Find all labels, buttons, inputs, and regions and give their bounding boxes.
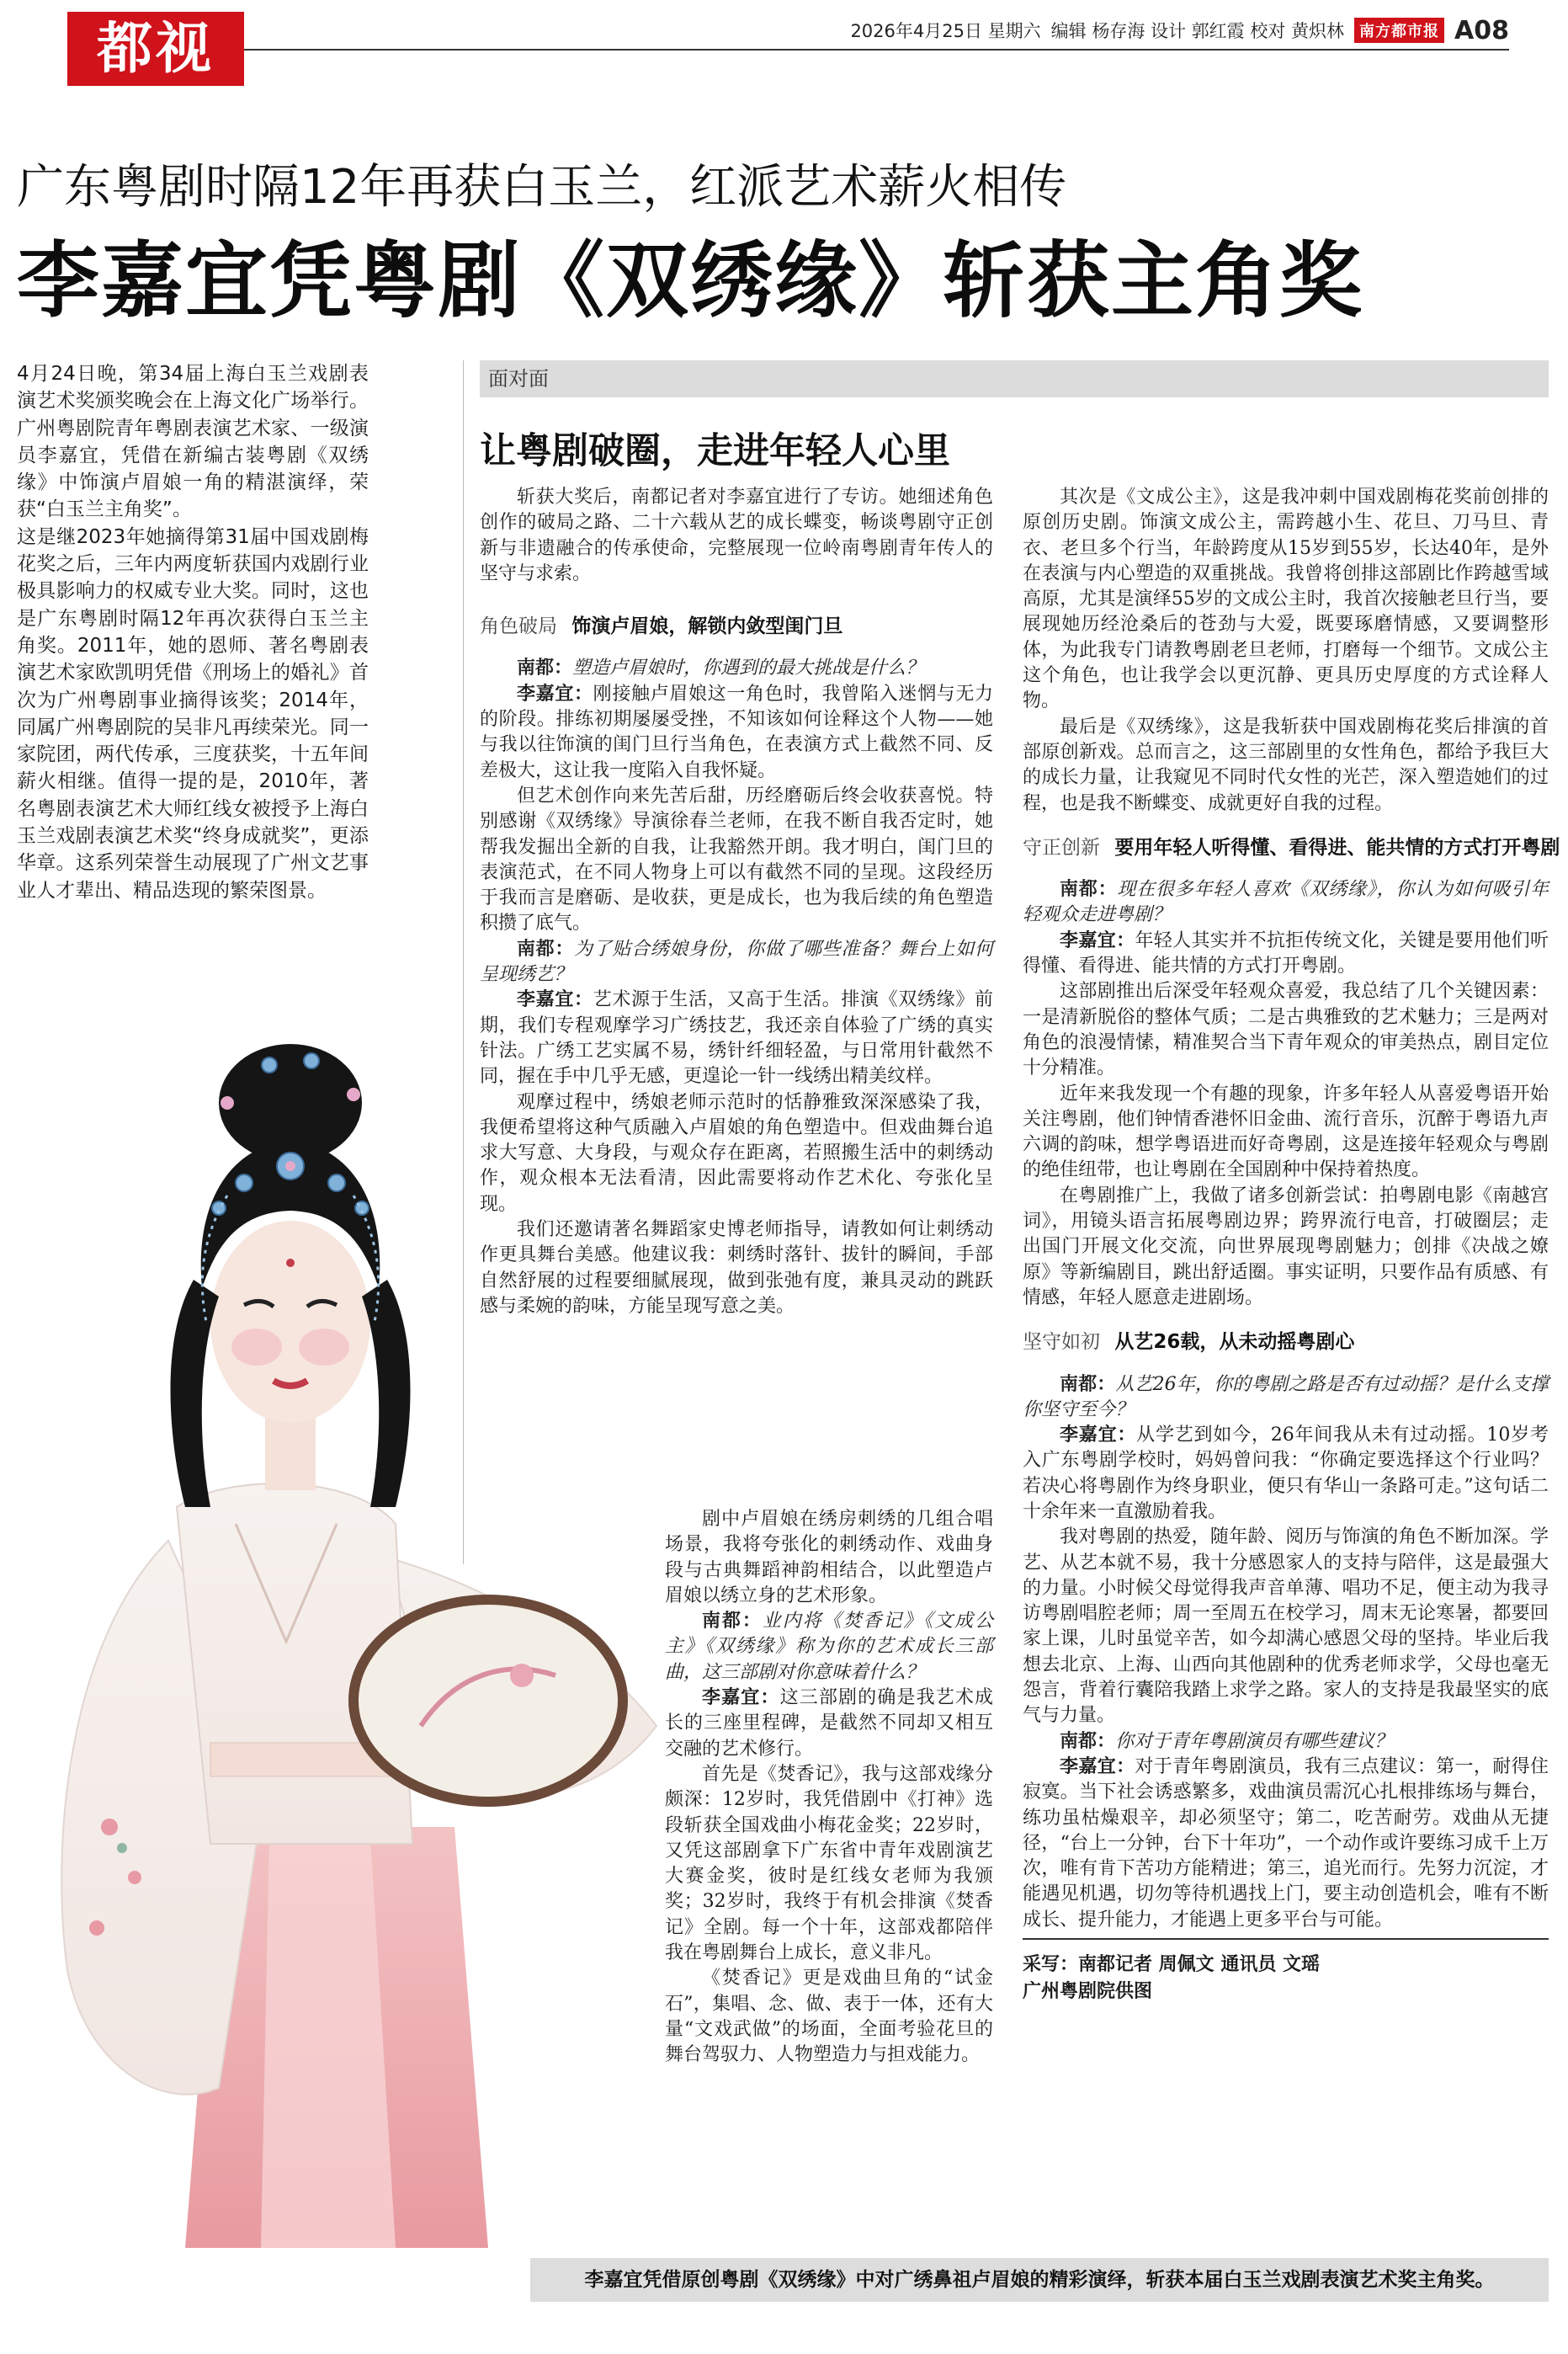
- answer-paragraph: 首先是《焚香记》，我与这部戏缘分颇深：12岁时，我凭借剧中《打神》选段斩获全国戏曲小梅花金奖；22岁时，又凭这部剧拿下广东省中青年戏剧演艺大赛金奖，彼时是红线女老师为我颁奖；32岁时，我终于有机会排演《焚香记》全剧。每一个十年，这部戏都陪伴我在粤剧舞台上成长，意义非凡。: [665, 1763, 993, 1964]
- answer-paragraph: 剧中卢眉娘在绣房刺绣的几组合唱场景，我将夸张化的刺绣动作、戏曲身段与古典舞蹈神韵相结合，以此塑造卢眉娘以绣立身的艺术形象。: [665, 1509, 993, 1606]
- answer: 李嘉宜：这三部剧的确是我艺术成长的三座里程碑，是截然不同却又相互交融的艺术修行。: [665, 1687, 993, 1760]
- interview-column-2: [1023, 485, 1560, 2005]
- staff-credits: 编辑 杨存海 设计 郭红霞 校对 黄炽林: [1050, 21, 1345, 41]
- question: 南都：你对于青年粤剧演员有哪些建议？: [1060, 1730, 1394, 1752]
- question: 南都：为了贴合绣娘身份，你做了哪些准备？舞台上如何呈现绣艺？: [480, 938, 993, 986]
- page-number: A08: [1454, 15, 1509, 45]
- answer: 李嘉宜：对于青年粤剧演员，我有三点建议：第一，耐得住寂寞。当下社会诱惑繁多，戏曲演员需沉心扎根排练场与舞台，练功虽枯燥艰辛，却必须坚守；第二，吃苦耐劳。戏曲从无捷径，“台上一分钟，台下十年功”，一个动作或许要练习成千上万次，唯有肯下苦功方能精进；第三，追光而行。先努力沉淀，才能遇见机遇，切勿等待机遇找上门，要主动创造机会，唯有不断成长、提升能力，才能遇上更多平台与可能。: [1023, 1755, 1549, 1931]
- question: 南都：业内将《焚香记》《文成公主》《双绣缘》称为你的艺术成长三部曲，这三部剧对你意味着什么？: [665, 1611, 993, 1683]
- answer-paragraph: 近年来我发现一个有趣的现象，许多年轻人从喜爱粤语开始关注粤剧，他们钟情香港怀旧金曲、流行音乐，沉醉于粤语九声六调的韵味，想学粤语进而好奇粤剧，这是连接年轻观众与粤剧的绝佳纽带，也让粤剧在全国剧种中保持着热度。: [1023, 1083, 1549, 1181]
- section-heading: [1023, 1329, 1549, 1355]
- answer-paragraph: 这部剧推出后深受年轻观众喜爱，我总结了几个关键因素：一是清新脱俗的整体气质；二是古典雅致的艺术魅力；三是两对角色的浪漫情愫，精准契合当下青年观众的审美热点，剧目定位十分精准。: [1023, 981, 1549, 1079]
- interview-title: 让粤剧破圈，走进年轻人心里: [480, 430, 950, 472]
- question: 南都：从艺26年，你的粤剧之路是否有过动摇？是什么支撑你坚守至今？: [1023, 1373, 1549, 1420]
- section-tag: 都视: [67, 12, 244, 86]
- section-title: 从艺26载，从未动摇粤剧心: [1114, 1331, 1355, 1354]
- question: 南都：现在很多年轻人喜欢《双绣缘》，你认为如何吸引年轻观众走进粤剧？: [1023, 879, 1549, 926]
- section-heading: [480, 614, 993, 639]
- header-rule: [244, 49, 1509, 51]
- answer-paragraph: 最后是《双绣缘》，这是我斩获中国戏剧梅花奖后排演的首部原创新戏。总而言之，这三部剧里的女性角色，都给予我巨大的成长力量，让我窥见不同时代女性的光芒，深入塑造她们的过程，也是我不断蝶变、成就更好自我的过程。: [1023, 716, 1549, 814]
- answer-paragraph: 在粤剧推广上，我做了诸多创新尝试：拍粤剧电影《南越宫词》，用镜头语言拓展粤剧边界；跨界流行电音，打破圈层；走出国门开展文化交流，向世界展现粤剧魅力；创排《决战之嫽原》等新编剧目，跳出舒适圈。事实证明，只要作品有质感、有情感，年轻人愿意走进剧场。: [1023, 1185, 1549, 1308]
- photo-caption: 李嘉宜凭借原创粤剧《双绣缘》中对广绣鼻祖卢眉娘的精彩演绎，斩获本届白玉兰戏剧表演艺术奖主角奖。: [530, 2258, 1549, 2302]
- answer-paragraph: 但艺术创作向来先苦后甜，历经磨砺后终会收获喜悦。特别感谢《双绣缘》导演徐春兰老师，在我不断自我否定时，她帮我发掘出全新的自我，让我豁然开朗。我才明白，闺门旦的表演范式，在不同人物身上可以有截然不同的呈现。这段经历于我而言是磨砺、是收获，更是成长，也为我后续的角色塑造积攒了底气。: [480, 785, 993, 935]
- section-tag-label: 坚守如初: [1023, 1331, 1100, 1354]
- answer-paragraph: 我们还邀请著名舞蹈家史博老师指导，请教如何让刺绣动作更具舞台美感。他建议我：刺绣时落针、拔针的瞬间，手部自然舒展的过程要细腻展现，做到张弛有度，兼具灵动的跳跃感与柔婉的韵味，方能呈现写意之美。: [480, 1219, 993, 1317]
- masthead-logo: 南方都市报: [1354, 18, 1444, 43]
- answer-paragraph: 我对粤剧的热爱，随年龄、阅历与饰演的角色不断加深。学艺、从艺本就不易，我十分感恩家人的支持与陪伴，这是最强大的力量。小时候父母觉得我声音单薄、唱功不足，便主动为我寻访粤剧唱腔老师；周一至周五在校学习，周末无论寒暑，都要回家上课，儿时虽觉辛苦，如今却满心感恩父母的坚持。毕业后我想去北京、上海、山西向其他剧种的优秀老师求学，父母也毫无怨言，背着行囊陪我踏上求学之路。家人的支持是我最坚实的底气与力量。: [1023, 1526, 1549, 1727]
- page-header: [0, 0, 1568, 84]
- article-subtitle: 广东粤剧时隔12年再获白玉兰，红派艺术薪火相传: [17, 160, 1067, 215]
- section-title: 要用年轻人听得懂、看得进、能共情的方式打开粤剧: [1114, 836, 1560, 859]
- interview-box-label: 面对面: [480, 360, 1549, 397]
- lead-text: [17, 360, 369, 904]
- section-heading: [1023, 835, 1560, 860]
- section-title: 饰演卢眉娘，解锁内敛型闺门旦: [571, 615, 843, 638]
- credits-rule: [1023, 1938, 1549, 1940]
- answer: 李嘉宜：艺术源于生活，又高于生活。排演《双绣缘》前期，我们专程观摩学习广绣技艺，我还亲自体验了广绣的真实针法。广绣工艺实属不易，绣针纤细轻盈，与日常用针截然不同，握在手中几乎无感，更遑论一针一线绣出精美纹样。: [480, 989, 993, 1088]
- lead-paragraph: 这是继2023年她摘得第31届中国戏剧梅花奖之后，三年内两度斩获国内戏剧行业极具影响力的权威专业大奖。同时，这也是广东粤剧时隔12年再次获得白玉兰主角奖。2011年，她的恩师、著名粤剧表演艺术家欧凯明凭借《刑场上的婚礼》首次为广州粤剧事业摘得该奖；2014年，同属广州粤剧院的吴非凡再续荣光。同一家院团，两代传承，三度获奖，十五年间薪火相继。值得一提的是，2010年，著名粤剧表演艺术大师红线女被授予上海白玉兰戏剧表演艺术奖“终身成就奖”，更添华章。这系列荣誉生动展现了广州文艺事业人才辈出、精品迭现的繁荣图景。: [17, 525, 369, 902]
- answer: 李嘉宜：从学艺到如今，26年间我从未有过动摇。10岁考入广东粤剧学校时，妈妈曾问我：“你确定要选择这个行业吗？若决心将粤剧作为终身职业，便只有华山一条路可走。”这句话二十余年来一直激励着我。: [1023, 1425, 1549, 1522]
- question: 南都：塑造卢眉娘时，你遇到的最大挑战是什么？: [517, 658, 925, 679]
- answer-paragraph: 其次是《文成公主》，这是我冲刺中国戏剧梅花奖前创排的原创历史剧。饰演文成公主，需跨越小生、花旦、刀马旦、青衣、老旦多个行当，年龄跨度从15岁到55岁，长达40年，是外在表演与内心塑造的双重挑战。我曾将创排这部剧比作跨越雪域高原，尤其是演绎55岁的文成公主时，我首次接触老旦行当，要展现她历经沧桑后的苍劲与大爱，既要琢磨情感，又要调整形体，为此我专门请教粤剧老旦老师，打磨每一个细节。文成公主这个角色，也让我学会以更沉静、更具历史厚度的方式诠释人物。: [1023, 487, 1549, 712]
- section-tag-label: 守正创新: [1023, 836, 1100, 859]
- lead-paragraph: 4月24日晚，第34届上海白玉兰戏剧表演艺术奖颁奖晚会在上海文化广场举行。广州粤剧院青年粤剧表演艺术家、一级演员李嘉宜，凭借在新编古装粤剧《双绣缘》中饰演卢眉娘一角的精湛演绎，荣获“白玉兰主角奖”。: [17, 363, 369, 521]
- answer-paragraph: 观摩过程中，绣娘老师示范时的恬静雅致深深感染了我，我便希望将这种气质融入卢眉娘的角色塑造中。但戏曲舞台追求大写意、大身段，与观众存在距离，若照搬生活中的刺绣动作，观众根本无法看清，因此需要将动作艺术化、夸张化呈现。: [480, 1091, 993, 1215]
- credits: [1023, 1952, 1549, 2005]
- interview-column-1-lower: [665, 1507, 993, 2069]
- byline: 采写：南都记者 周佩文 通讯员 文瑶: [1023, 1954, 1320, 1976]
- performer-photo: [17, 1002, 707, 2248]
- answer-paragraph: 《焚香记》更是戏曲旦角的“试金石”，集唱、念、做、表于一体，还有大量“文戏武做”的场面，全面考验花旦的舞台驾驭力、人物塑造力与担戏能力。: [665, 1968, 993, 2066]
- article-title: 李嘉宜凭粤剧《双绣缘》斩获主角奖: [17, 233, 1364, 329]
- answer: 李嘉宜：刚接触卢眉娘这一角色时，我曾陷入迷惘与无力的阶段。排练初期屡屡受挫，不知该如何诠释这个人物——她与我以往饰演的闺门旦行当角色，在表演方式上截然不同、反差极大，这让我一度陷入自我怀疑。: [480, 683, 993, 781]
- photo-credit: 广州粤剧院供图: [1023, 1981, 1153, 2003]
- section-tag-label: 角色破局: [480, 615, 557, 638]
- header-info: [850, 15, 1509, 45]
- intro-paragraph: 斩获大奖后，南都记者对李嘉宜进行了专访。她细述角色创作的破局之路、二十六载从艺的成长蝶变，畅谈粤剧守正创新与非遗融合的传承使命，完整展现一位岭南粤剧青年传人的坚守与求索。: [480, 487, 993, 584]
- answer: 李嘉宜：年轻人其实并不抗拒传统文化，关键是要用他们听得懂、看得进、能共情的方式打开粤剧。: [1023, 929, 1549, 977]
- issue-date: 2026年4月25日 星期六: [850, 21, 1041, 41]
